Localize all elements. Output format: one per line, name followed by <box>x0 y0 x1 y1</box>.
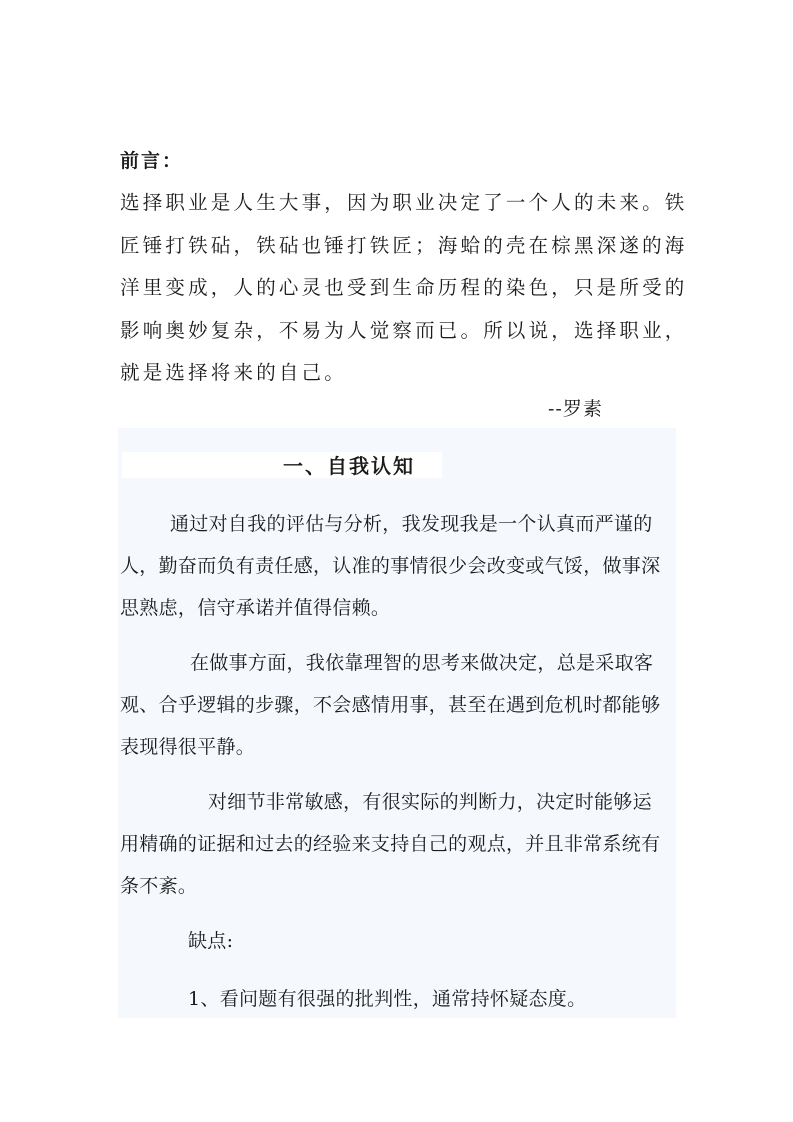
paragraph-line: 人，勤奋而负有责任感，认准的事情很少会改变或气馁，做事深 <box>120 555 661 577</box>
weakness-label <box>120 920 674 962</box>
preface-line: 匠锤打铁砧，铁砧也锤打铁匠；海蛤的壳在棕黑深遂的海 <box>120 233 688 257</box>
paragraph-line: 思熟虑，信守承诺并值得信赖。 <box>120 597 391 619</box>
paragraph-line: 条不紊。 <box>120 875 198 897</box>
preface-line: 选择职业是人生大事，因为职业决定了一个人的未来。铁 <box>120 191 688 214</box>
paragraph-line: 观、合乎逻辑的步骤，不会感情用事，甚至在遇到危机时都能够 <box>120 694 661 716</box>
paragraph-line: 对细节非常敏感，有很实际的判断力，决定时能够运 <box>208 791 652 813</box>
preface-line: 就是选择将来的自己。 <box>120 361 348 384</box>
paragraph-line: 表现得很平静。 <box>120 736 256 758</box>
preface-body <box>120 182 688 395</box>
weakness-item-text: 1、看问题有很强的批判性，通常持怀疑态度。 <box>188 988 587 1010</box>
weakness-item <box>120 978 674 1020</box>
self-awareness-section <box>118 428 676 1018</box>
section-title: 一、自我认知 <box>283 454 415 478</box>
preface-author: --罗素 <box>548 398 603 420</box>
preface-line: 洋里变成，人的心灵也受到生命历程的染色，只是所受的 <box>120 276 688 299</box>
paragraph-line: 用精确的证据和过去的经验来支持自己的观点，并且非常系统有 <box>120 833 661 855</box>
paragraph-self-assessment <box>120 503 674 629</box>
paragraph-line: 在做事方面，我依靠理智的思考来做决定，总是采取客 <box>190 652 654 674</box>
paragraph-detail-sensitivity <box>120 781 674 907</box>
paragraph-line: 通过对自我的评估与分析，我发现我是一个认真而严谨的 <box>170 513 653 535</box>
weakness-label-text: 缺点: <box>188 930 234 952</box>
preface-title: 前言： <box>120 150 184 172</box>
paragraph-decision-making <box>120 642 674 768</box>
preface-line: 影响奥妙复杂，不易为人觉察而已。所以说，选择职业， <box>120 318 688 342</box>
